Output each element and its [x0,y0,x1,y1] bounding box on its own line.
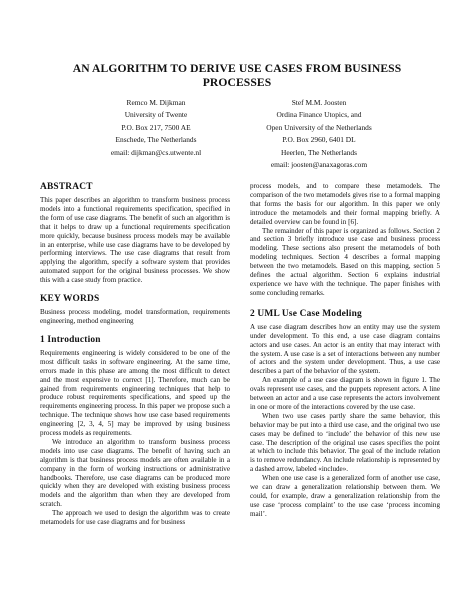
section-heading-uml-use-case: 2 UML Use Case Modeling [250,308,362,319]
author-name: Remco M. Dijkman [126,98,186,107]
paragraph: When one use case is a generalized form of another use case, we can draw a generalization relationship between them. We could, for example, draw a generalization relationship from the use case ‘process complaint’ to the use case ‘process incoming mail’. [250,474,440,518]
paragraph: We introduce an algorithm to transform business process models into use case diagrams. The benefit of having such an algorithm is that business process models are often available in a company in the form of working instructions or administrative handbooks. Therefore, use case diagrams can be produced more quickly when they are developed with existing business process models and the algorithm than when they are developed from scratch. [40,437,230,509]
paragraph-continuation: process models, and to compare these metamodels. The comparison of the two metamodels gives rise to a formal mapping that forms the basis for our algorithm. In this paper we only introduce the metamodels and their formal mapping briefly. A detailed overview can be found in [6]. [250,182,440,226]
author-address: P.O. Box 217, 7500 AE [121,122,191,132]
section-heading-introduction: 1 Introduction [40,334,101,345]
right-column [250,182,440,519]
author-city: Enschede, The Netherlands [115,135,197,145]
abstract-heading: ABSTRACT [40,182,93,192]
paper-title: AN ALGORITHM TO DERIVE USE CASES FROM BUSINESS PROCESSES [72,62,402,89]
paragraph: The remainder of this paper is organized as follows. Section 2 and section 3 briefly introduce use case and business process modeling. These sections also present the metamodels of both modeling techniques. Section 4 describes a formal mapping between the two metamodels. Based on this mapping, section 5 defines the actual algorithm. Section 6 explains industrial experience we have with the technique. The paper finishes with some concluding remarks. [250,226,440,297]
paragraph: The approach we used to design the algorithm was to create metamodels for use case diagrams and for business [40,509,230,527]
author-name: Stef M.M. Joosten [291,98,347,107]
keywords-text: Business process modeling, model transformation, requirements engineering, method engineering [40,308,230,325]
author-email: email: joosten@anaxagoras.com [270,160,368,170]
author-affiliation: University of Twente [124,110,188,120]
abstract-text: This paper describes an algorithm to transform business process models into a functional requirements specification, specified in the form of use case diagrams. The benefit of such an algorithm is that it helps to draw up a functional requirements specification more quickly, because business process models may be available in an enterprise, while use case diagrams have to be developed by performing interviews. The use case diagrams that result from applying the algorithm, specify a software system that provides automated support for the original business processes. We show this with a case study from practice. [40,196,230,285]
keywords-heading: KEY WORDS [40,294,100,305]
author-address: P.O. Box 2960, 6401 DL [282,135,356,145]
paragraph: An example of a use case diagram is shown in figure 1. The ovals represent use cases, and the puppets represent actors. A line between an actor and a use case represents the actors involvement in one or more of the interactions covered by the use case. [250,376,440,411]
paragraph: Requirements engineering is widely considered to be one of the most difficult tasks in software engineering. At the same time, errors made in this phase are among the most difficult to detect and the most expensive to correct [1]. Therefore, much can be gained from requirements engineering techniques that help to produce robust requirements specifications, and speed up the requirements engineering process. In this paper we propose such a technique. The technique shows how use case based requirements engineering [2, 3, 4, 5] may be improved by using business process models as requirements. [40,348,230,438]
author-city: Heerlen, The Netherlands [281,147,357,157]
author-affiliation: Ordina Finance Utopics, and [276,110,362,120]
author-email: email: dijkman@cs.utwente.nl [110,147,202,157]
author-block-2 [234,97,404,171]
paragraph: A use case diagram describes how an entity may use the system under development. To this end, a use case diagram contains actors and use cases. An actor is an entity that may interact with the system. A use case is a set of interactions between any number of actors and the system under development. Thus, a use case describes a part of the behavior of the system. [250,322,440,376]
paragraph: When two use cases partly share the same behavior, this behavior may be put into a third use case, and the original two use cases may be defined to ‘include’ the behavior of this new use case. The description of the original use cases specifies the point at which to include this behavior. The goal of the include relation is to remove redundancy. An include relationship is represented by a dashed arrow, labeled «include». [250,411,440,474]
author-affiliation-2: Open University of the Netherlands [266,122,372,132]
author-block-1 [96,97,216,159]
left-column [40,182,230,527]
